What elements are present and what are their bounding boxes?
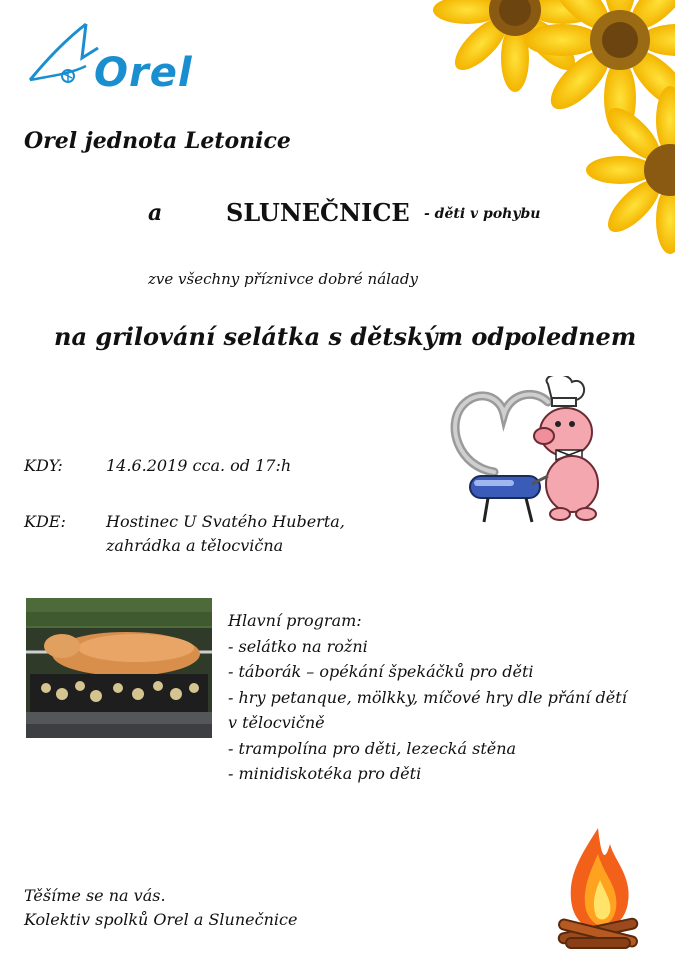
where-label: KDE: — [24, 512, 66, 531]
footer-greeting: Těšíme se na vás. — [24, 886, 166, 905]
when-value: 14.6.2019 cca. od 17:h — [106, 456, 292, 475]
footer-signature: Kolektiv spolků Orel a Slunečnice — [24, 910, 298, 929]
program-item: - hry petanque, mölkky, míčové hry dle přání dětí — [228, 687, 627, 707]
where-line-2: zahrádka a tělocvična — [106, 536, 284, 555]
orel-logo — [24, 18, 224, 98]
when-label: KDY: — [24, 456, 63, 475]
invite-text: zve všechny příznivce dobré nálady — [148, 270, 418, 288]
program-item: - táborák – opékání špekáčků pro děti — [228, 662, 534, 681]
roasting-pig-photo — [26, 598, 212, 738]
organizer-title: Orel jednota Letonice — [24, 128, 291, 154]
orel-bird-logo-icon — [24, 18, 104, 98]
conjunction-text: a — [148, 200, 163, 226]
program-item: - minidiskotéka pro děti — [228, 764, 422, 783]
partner-name: SLUNEČNICE — [226, 198, 410, 227]
where-line-1: Hostinec U Svatého Huberta, — [106, 512, 345, 531]
program-item: v tělocvičně — [228, 713, 325, 732]
chef-pig-grill-icon — [448, 376, 620, 528]
partner-subtitle: - děti v pohybu — [424, 206, 541, 222]
program-item: - trampolína pro děti, lezecká stěna — [228, 738, 517, 758]
program-list — [228, 608, 627, 787]
logo-wordmark: Orel — [94, 50, 193, 96]
campfire-icon — [552, 824, 644, 952]
event-headline: na grilování selátka s dětským odpolednem — [54, 322, 637, 351]
program-item: - selátko na rožni — [228, 636, 368, 656]
program-title: Hlavní program: — [228, 611, 362, 630]
